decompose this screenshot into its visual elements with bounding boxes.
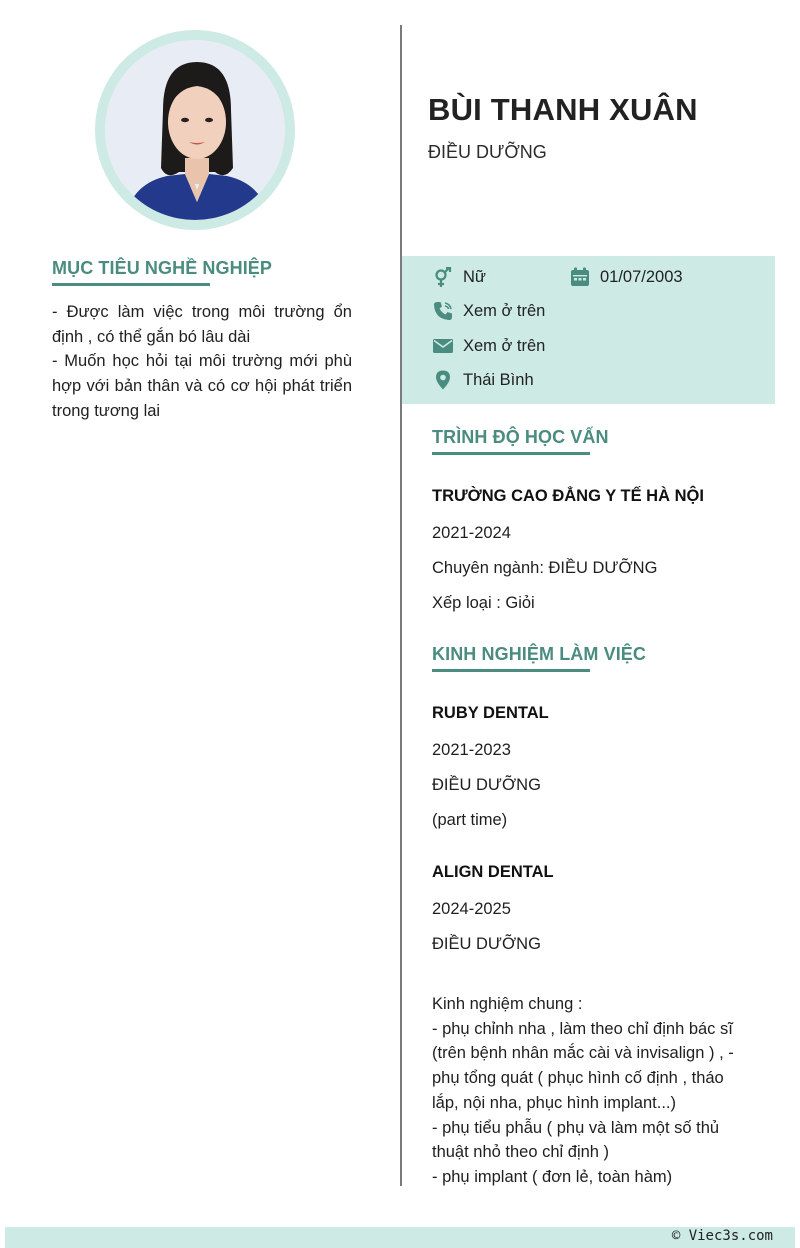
objective-text: [52, 300, 352, 424]
experience-underline: [432, 669, 590, 672]
contact-email: [432, 335, 545, 357]
contact-address: [432, 369, 534, 391]
education-title: TRÌNH ĐỘ HỌC VẤN: [432, 427, 609, 447]
location-icon: [432, 369, 454, 391]
general-experience: [432, 992, 750, 1190]
job-period: 2021-2023: [432, 741, 511, 759]
job-company: ALIGN DENTAL: [432, 863, 554, 881]
education-underline: [432, 452, 590, 455]
education-period: 2021-2024: [432, 524, 511, 542]
phone-icon: [432, 300, 454, 322]
avatar: [105, 40, 285, 220]
general-line: - phụ implant ( đơn lẻ, toàn hàm): [432, 1167, 673, 1186]
job-company: RUBY DENTAL: [432, 704, 549, 722]
general-line: Kinh nghiệm chung :: [432, 995, 583, 1013]
job-role: ĐIỀU DƯỠNG: [432, 776, 541, 794]
objective-line: - Muốn học hỏi tại môi trường mới phù hợp với bản thân và có cơ hội phát triển trong tương lai: [52, 352, 352, 420]
general-line: - phụ tiểu phẫu ( phụ và làm một số thủ thuật nhỏ theo chỉ định ): [432, 1118, 720, 1162]
birthday-value: 01/07/2003: [600, 267, 683, 286]
footer-bar: [5, 1227, 795, 1248]
portrait-photo: [105, 40, 285, 220]
education-grade: Xếp loại : Giỏi: [432, 594, 535, 612]
gender-icon: [432, 266, 454, 288]
column-divider: [400, 25, 402, 1186]
footer-credit[interactable]: © Viec3s.com: [671, 1228, 773, 1244]
contact-gender: [432, 266, 486, 288]
general-line: - phụ chỉnh nha , làm theo chỉ định bác sĩ (trên bệnh nhân mắc cài và invisalign ) , - phụ tổng quát ( phục hình cố định , tháo lắp, nội nha, phục hình implant...): [432, 1019, 734, 1112]
email-icon: [432, 335, 454, 357]
job-role: ĐIỀU DƯỠNG: [432, 935, 541, 953]
contact-phone: [432, 300, 545, 322]
experience-title: KINH NGHIỆM LÀM VIỆC: [432, 644, 647, 664]
objective-line: - Được làm việc trong môi trường ổn định , có thể gắn bó lâu dài: [52, 303, 352, 346]
school-name: TRƯỜNG CAO ĐẲNG Y TẾ HÀ NỘI: [432, 487, 704, 505]
avatar-frame: [95, 30, 295, 230]
full-name: BÙI THANH XUÂN: [428, 92, 698, 127]
calendar-icon: [569, 266, 591, 288]
phone-value: Xem ở trên: [463, 301, 546, 320]
contact-panel: [402, 256, 775, 404]
job-period: 2024-2025: [432, 900, 511, 918]
email-value: Xem ở trên: [463, 336, 546, 355]
job-note: (part time): [432, 811, 508, 829]
address-value: Thái Bình: [463, 370, 534, 389]
job-title: ĐIỀU DƯỠNG: [428, 142, 547, 162]
objective-underline: [52, 283, 210, 286]
gender-value: Nữ: [463, 267, 486, 286]
objective-title: MỤC TIÊU NGHỀ NGHIỆP: [52, 258, 273, 278]
education-major: Chuyên ngành: ĐIỀU DƯỠNG: [432, 559, 658, 577]
contact-birthday: [569, 266, 683, 288]
